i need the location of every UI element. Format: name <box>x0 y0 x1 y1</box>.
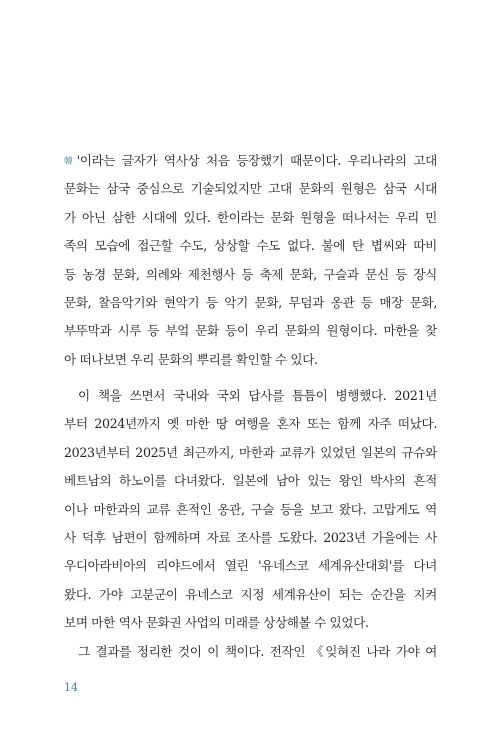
text-line: 보며 마한 역사 문화권 사업의 미래를 상상해볼 수 있었다. <box>64 615 369 631</box>
paragraph-1 <box>64 147 437 374</box>
text-line: 족의 모습에 접근할 수도, 상상할 수도 없다. 불에 탄 볍씨와 따비 <box>64 238 437 254</box>
text-line: 韓'이라는 글자가 역사상 처음 등장했기 때문이다. 우리나라의 고대 <box>64 153 437 168</box>
text-line: 사 덕후 남편이 함께하며 자료 조사를 도왔다. 2023년 가을에는 사 <box>64 529 437 545</box>
text-line: 문화는 삼국 중심으로 기술되었지만 고대 문화의 원형은 삼국 시대 <box>64 181 437 197</box>
text-line: 이 책을 쓰면서 국내와 국외 답사를 틈틈이 병행했다. 2021년 <box>78 388 437 403</box>
text-line: 이나 마한과의 교류 흔적인 옹관, 구슬 등을 보고 왔다. 고맙게도 역 <box>64 501 437 517</box>
text-line: 가 아닌 삼한 시대에 있다. 한이라는 문화 원형을 떠나서는 우리 민 <box>64 209 437 225</box>
page-number: 14 <box>64 681 78 694</box>
text-line: 아 떠나보면 우리 문화의 뿌리를 확인할 수 있다. <box>64 351 318 367</box>
text-line: 베트남의 하노이를 다녀왔다. 일본에 남아 있는 왕인 박사의 흔적 <box>64 473 437 489</box>
text-line: 2023년부터 2025년 최근까지, 마한과 교류가 있었던 일본의 규슈와 <box>64 444 437 460</box>
text-line: 문화, 찰음악기와 현악기 등 악기 문화, 무덤과 옹관 등 매장 문화, <box>64 294 437 310</box>
paragraph-2 <box>64 382 437 666</box>
text-line: 그 결과를 정리한 것이 이 책이다. 전작인 《잊혀진 나라 가야 여 <box>78 643 437 659</box>
text-line: 우디아라비아의 리야드에서 열린 '유네스코 세계유산대회'를 다녀 <box>64 558 437 574</box>
text-line: 왔다. 가야 고분군이 유네스코 지정 세계유산이 되는 순간을 지켜 <box>64 586 437 602</box>
text-line: 부터 2024년까지 옛 마한 땅 여행을 혼자 또는 함께 자주 떠났다. <box>64 416 437 432</box>
text-line: 부뚜막과 시루 등 부엌 문화 등이 우리 문화의 원형이다. 마한을 찾 <box>64 323 437 339</box>
hanja-mark: 韓 <box>64 157 76 167</box>
text-line: 등 농경 문화, 의례와 제천행사 등 축제 문화, 구슬과 문신 등 장식 <box>64 266 437 282</box>
